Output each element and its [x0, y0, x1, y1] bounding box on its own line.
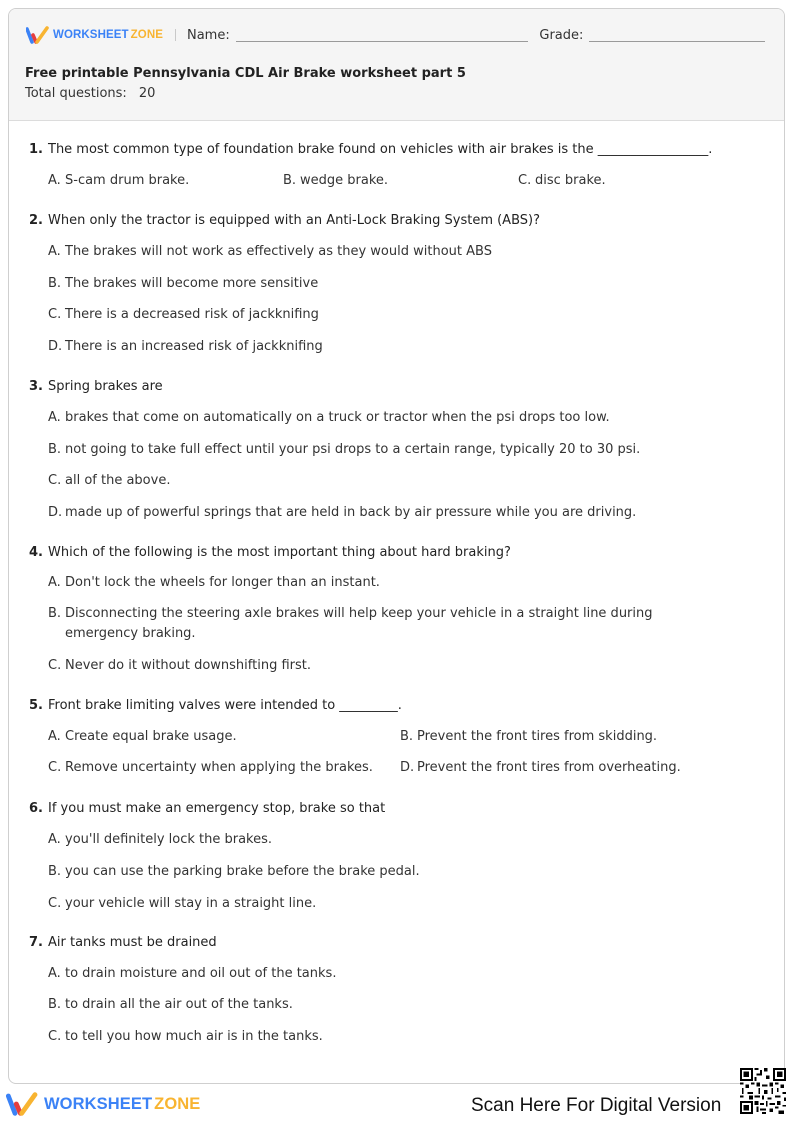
worksheetzone-logo[interactable] — [26, 26, 163, 44]
option-a[interactable] — [48, 964, 336, 984]
option-text: made up of powerful springs that are held in back by air pressure while you are driving. — [65, 505, 637, 520]
option-letter: C. — [48, 658, 62, 673]
grade-label: Grade: — [539, 27, 584, 43]
option-text: The brakes will not work as effectively as they would without ABS — [65, 244, 492, 259]
question-stem: The most common type of foundation brake found on vehicles with air brakes is the _________________. — [48, 142, 713, 157]
option-a[interactable] — [48, 171, 189, 191]
option-text: not going to take full effect until your psi drops to a certain range, typically 20 to 30 psi. — [65, 442, 641, 457]
option-letter: A. — [48, 832, 61, 847]
option-letter: C. — [48, 1029, 62, 1044]
option-text: your vehicle will stay in a straight line. — [65, 896, 317, 911]
total-questions-value: 20 — [138, 86, 156, 101]
worksheetzone-logo-icon — [6, 1092, 40, 1116]
option-text: all of the above. — [65, 473, 171, 488]
option-letter: B. — [48, 997, 62, 1012]
option-c[interactable] — [518, 171, 606, 191]
question-6 — [29, 800, 764, 920]
option-letter: B. — [48, 864, 62, 879]
option-letter: A. — [48, 966, 61, 981]
option-c[interactable] — [48, 758, 373, 778]
logo-text-worksheet: WORKSHEET — [53, 29, 129, 41]
page-footer — [0, 1086, 793, 1122]
option-text: you'll definitely lock the brakes. — [65, 832, 273, 847]
option-a[interactable] — [48, 242, 492, 262]
option-letter: B. — [400, 729, 414, 744]
logo-text-zone: ZONE — [154, 1094, 201, 1113]
option-a[interactable] — [48, 573, 380, 593]
total-questions-label: Total questions: — [25, 86, 127, 101]
option-c[interactable] — [48, 471, 170, 491]
option-text: wedge brake. — [300, 173, 389, 188]
logo-text-worksheet: WORKSHEET — [44, 1094, 153, 1113]
option-letter: B. — [48, 276, 62, 291]
question-stem: Which of the following is the most important thing about hard braking? — [48, 545, 511, 560]
option-text: brakes that come on automatically on a truck or tractor when the psi drops too low. — [65, 410, 610, 425]
option-a[interactable] — [48, 727, 237, 747]
option-b[interactable] — [400, 727, 657, 747]
worksheet-header — [9, 9, 784, 121]
question-number: 6. — [29, 801, 43, 816]
option-letter: A. — [48, 575, 61, 590]
question-number: 1. — [29, 142, 43, 157]
option-d[interactable] — [48, 503, 636, 523]
option-c[interactable] — [48, 305, 319, 325]
name-label: Name: — [186, 27, 230, 43]
option-a[interactable] — [48, 408, 610, 428]
question-number: 7. — [29, 935, 43, 950]
option-b[interactable] — [48, 862, 420, 882]
logo-text — [44, 1095, 200, 1114]
option-b[interactable] — [48, 274, 318, 294]
question-3 — [29, 378, 764, 528]
logo-text — [53, 29, 163, 41]
option-c[interactable] — [48, 1027, 323, 1047]
total-questions — [25, 86, 155, 101]
question-1 — [29, 141, 764, 201]
option-letter: B. — [283, 173, 297, 188]
worksheet-title: Free printable Pennsylvania CDL Air Brake worksheet part 5 — [25, 66, 466, 81]
option-b[interactable] — [48, 995, 293, 1015]
option-c[interactable] — [48, 656, 311, 676]
option-text: Never do it without downshifting first. — [65, 658, 311, 673]
question-stem: Air tanks must be drained — [48, 935, 217, 950]
question-number: 5. — [29, 698, 43, 713]
option-letter: C. — [518, 173, 532, 188]
option-text: The brakes will become more sensitive — [65, 276, 319, 291]
logo-text-zone: ZONE — [130, 29, 164, 41]
option-text: disc brake. — [535, 173, 606, 188]
option-text: Prevent the front tires from skidding. — [417, 729, 658, 744]
question-5 — [29, 697, 764, 787]
option-a[interactable] — [48, 830, 272, 850]
divider — [175, 29, 176, 41]
option-text: There is a decreased risk of jackknifing — [65, 307, 319, 322]
option-letter: C. — [48, 473, 62, 488]
option-letter: B. — [48, 606, 62, 621]
option-letter: A. — [48, 410, 61, 425]
option-text: you can use the parking brake before the brake pedal. — [65, 864, 420, 879]
option-text: to drain all the air out of the tanks. — [65, 997, 293, 1012]
question-2 — [29, 212, 764, 362]
option-letter: D. — [48, 505, 63, 520]
qr-code-icon[interactable] — [740, 1068, 786, 1114]
option-letter: C. — [48, 896, 62, 911]
option-letter: D. — [48, 339, 63, 354]
question-stem: Spring brakes are — [48, 379, 163, 394]
option-letter: A. — [48, 244, 61, 259]
option-letter: C. — [48, 760, 62, 775]
option-b[interactable] — [48, 440, 640, 460]
option-d[interactable] — [48, 337, 323, 357]
scan-here-text: Scan Here For Digital Version — [471, 1095, 722, 1116]
brand-row — [26, 25, 765, 45]
question-number: 4. — [29, 545, 43, 560]
footer-worksheetzone-logo[interactable] — [6, 1092, 200, 1116]
question-number: 3. — [29, 379, 43, 394]
question-stem: Front brake limiting valves were intended to _________. — [48, 698, 402, 713]
option-text: to drain moisture and oil out of the tanks. — [65, 966, 337, 981]
option-letter: A. — [48, 729, 61, 744]
worksheet-page — [8, 8, 785, 1084]
option-text: Prevent the front tires from overheating. — [417, 760, 681, 775]
question-stem: If you must make an emergency stop, brake so that — [48, 801, 386, 816]
option-text: Remove uncertainty when applying the brakes. — [65, 760, 373, 775]
option-letter: D. — [400, 760, 415, 775]
name-field[interactable] — [236, 28, 529, 42]
option-letter: A. — [48, 173, 61, 188]
option-letter: C. — [48, 307, 62, 322]
option-b[interactable] — [283, 171, 388, 191]
option-text: There is an increased risk of jackknifing — [65, 339, 323, 354]
grade-field[interactable] — [589, 28, 765, 42]
question-stem: When only the tractor is equipped with an Anti-Lock Braking System (ABS)? — [48, 213, 540, 228]
question-number: 2. — [29, 213, 43, 228]
option-c[interactable] — [48, 894, 316, 914]
option-text: to tell you how much air is in the tanks. — [65, 1029, 323, 1044]
worksheetzone-logo-icon — [26, 26, 50, 44]
option-text: Disconnecting the steering axle brakes will help keep your vehicle in a straight line during emergency braking. — [65, 606, 653, 641]
option-letter: B. — [48, 442, 62, 457]
question-7 — [29, 934, 764, 1054]
question-4 — [29, 544, 764, 684]
option-b[interactable] — [48, 604, 728, 644]
option-text: Don't lock the wheels for longer than an instant. — [65, 575, 380, 590]
option-d[interactable] — [400, 758, 681, 778]
option-text: S-cam drum brake. — [65, 173, 190, 188]
option-text: Create equal brake usage. — [65, 729, 237, 744]
